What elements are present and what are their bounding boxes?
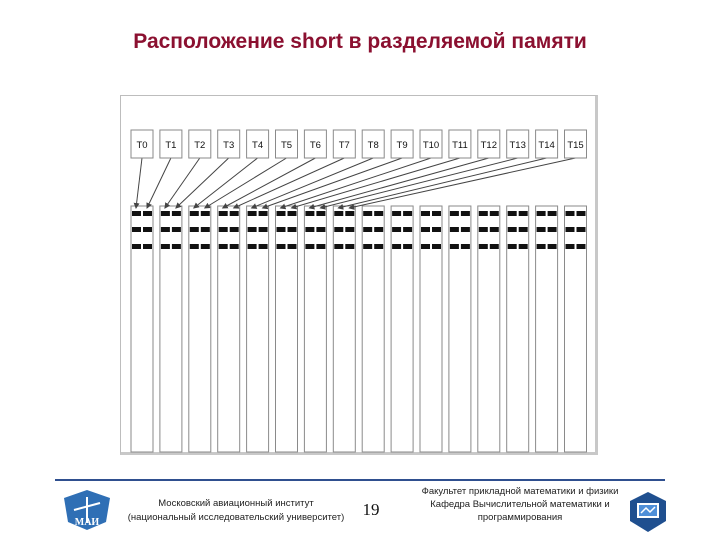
short-element	[479, 211, 488, 216]
short-element	[490, 211, 499, 216]
footer-faculty-line3: программирования	[477, 512, 563, 523]
footer-faculty-line1: Факультет прикладной математики и физики	[421, 486, 619, 497]
short-element	[230, 211, 239, 216]
short-element	[305, 244, 314, 249]
slide-title: Расположение short в разделяемой памяти	[133, 30, 587, 53]
short-element	[519, 227, 528, 232]
thread-label: T13	[509, 140, 526, 151]
thread-label: T3	[223, 140, 235, 151]
short-element	[450, 244, 459, 249]
mapping-arrow	[320, 158, 517, 208]
short-element	[403, 211, 412, 216]
short-element	[190, 244, 199, 249]
short-element	[219, 211, 228, 216]
short-element	[201, 227, 210, 232]
short-element	[479, 244, 488, 249]
short-element	[201, 211, 210, 216]
bank-column	[160, 206, 182, 452]
short-element	[421, 244, 430, 249]
short-element	[363, 227, 372, 232]
short-element	[461, 244, 470, 249]
short-element	[450, 227, 459, 232]
mapping-arrow	[194, 158, 258, 208]
short-element	[132, 211, 141, 216]
short-element	[508, 244, 517, 249]
short-element	[219, 244, 228, 249]
bank-column	[218, 206, 240, 452]
short-element	[519, 244, 528, 249]
short-element	[461, 227, 470, 232]
short-element	[277, 211, 286, 216]
short-element	[277, 227, 286, 232]
mapping-arrow	[292, 158, 460, 208]
short-element	[566, 211, 575, 216]
thread-label: T15	[567, 140, 584, 151]
short-element	[519, 211, 528, 216]
short-element	[316, 227, 325, 232]
short-element	[345, 227, 354, 232]
mai-logo-icon	[62, 489, 112, 531]
bank-column	[362, 206, 384, 452]
short-element	[392, 244, 401, 249]
short-element	[161, 244, 170, 249]
footer-divider	[55, 479, 665, 481]
short-element	[305, 211, 314, 216]
short-element	[392, 227, 401, 232]
bank-column	[304, 206, 326, 452]
short-element	[248, 244, 257, 249]
short-element	[363, 211, 372, 216]
short-element	[334, 211, 343, 216]
footer-institute-subtitle: (национальный исследовательский университет)	[127, 512, 345, 523]
short-element	[432, 211, 441, 216]
short-element	[548, 211, 557, 216]
logo-text: МАИ	[74, 517, 100, 528]
short-element	[566, 244, 575, 249]
short-element	[161, 211, 170, 216]
short-element	[143, 227, 152, 232]
short-element	[403, 244, 412, 249]
short-element	[288, 227, 297, 232]
short-element	[132, 244, 141, 249]
mapping-arrow	[234, 158, 345, 208]
mapping-arrow	[176, 158, 229, 208]
thread-label: T14	[538, 140, 555, 151]
bank-column	[189, 206, 211, 452]
short-element	[450, 211, 459, 216]
short-element	[248, 227, 257, 232]
short-element	[374, 244, 383, 249]
short-element	[345, 244, 354, 249]
mapping-arrow	[338, 158, 546, 208]
short-element	[432, 244, 441, 249]
short-element	[479, 227, 488, 232]
short-element	[230, 244, 239, 249]
bank-column	[276, 206, 298, 452]
short-element	[403, 227, 412, 232]
bank-column	[420, 206, 442, 452]
short-element	[316, 211, 325, 216]
thread-label: T0	[136, 140, 148, 151]
footer-institute	[112, 497, 360, 525]
short-element	[201, 244, 210, 249]
footer-faculty	[400, 485, 640, 524]
short-element	[172, 244, 181, 249]
short-element	[172, 211, 181, 216]
short-element	[577, 227, 586, 232]
thread-label: T6	[309, 140, 321, 151]
short-element	[132, 227, 141, 232]
short-element	[421, 211, 430, 216]
short-element	[548, 244, 557, 249]
short-element	[161, 227, 170, 232]
short-element	[277, 244, 286, 249]
bank-column	[565, 206, 587, 452]
thread-label: T4	[252, 140, 264, 151]
bank-column	[333, 206, 355, 452]
thread-label: T10	[422, 140, 440, 151]
faculty-logo-icon	[628, 491, 668, 533]
short-element	[288, 244, 297, 249]
mapping-arrow	[205, 158, 287, 208]
bank-column	[449, 206, 471, 452]
short-element	[259, 211, 268, 216]
short-element	[259, 244, 268, 249]
short-element	[334, 244, 343, 249]
footer-institute-name: Московский авиационный институт	[158, 498, 314, 509]
short-element	[537, 211, 546, 216]
thread-label: T7	[338, 140, 350, 151]
short-element	[508, 227, 517, 232]
short-element	[143, 211, 152, 216]
short-element	[461, 211, 470, 216]
short-element	[305, 227, 314, 232]
bank-column	[391, 206, 413, 452]
short-element	[537, 244, 546, 249]
mapping-arrow	[147, 158, 171, 208]
short-element	[421, 227, 430, 232]
short-element	[374, 211, 383, 216]
short-element	[508, 211, 517, 216]
bank-column	[536, 206, 558, 452]
thread-label: T11	[452, 140, 468, 151]
short-element	[334, 227, 343, 232]
short-element	[219, 227, 228, 232]
footer-faculty-line2: Кафедра Вычислительной математики и	[430, 499, 610, 510]
short-element	[577, 244, 586, 249]
mapping-arrow	[165, 158, 200, 208]
bank-column	[131, 206, 153, 452]
thread-label: T12	[480, 140, 497, 151]
thread-label: T5	[280, 140, 293, 151]
thread-label: T2	[194, 140, 206, 151]
short-element	[288, 211, 297, 216]
short-element	[190, 227, 199, 232]
short-element	[392, 211, 401, 216]
short-element	[190, 211, 199, 216]
thread-label: T1	[165, 140, 177, 151]
mapping-arrow	[136, 158, 142, 208]
short-element	[248, 211, 257, 216]
short-element	[230, 227, 239, 232]
short-element	[143, 244, 152, 249]
short-element	[548, 227, 557, 232]
page-number: 19	[362, 500, 380, 519]
thread-label: T9	[396, 140, 408, 151]
short-element	[374, 227, 383, 232]
short-element	[490, 227, 499, 232]
bank-column	[478, 206, 500, 452]
short-element	[316, 244, 325, 249]
short-element	[259, 227, 268, 232]
short-element	[363, 244, 372, 249]
short-element	[577, 211, 586, 216]
bank-column	[507, 206, 529, 452]
short-element	[566, 227, 575, 232]
short-element	[432, 227, 441, 232]
short-element	[490, 244, 499, 249]
bank-column	[247, 206, 269, 452]
short-element	[345, 211, 354, 216]
short-element	[172, 227, 181, 232]
thread-label: T8	[367, 140, 379, 151]
short-element	[537, 227, 546, 232]
